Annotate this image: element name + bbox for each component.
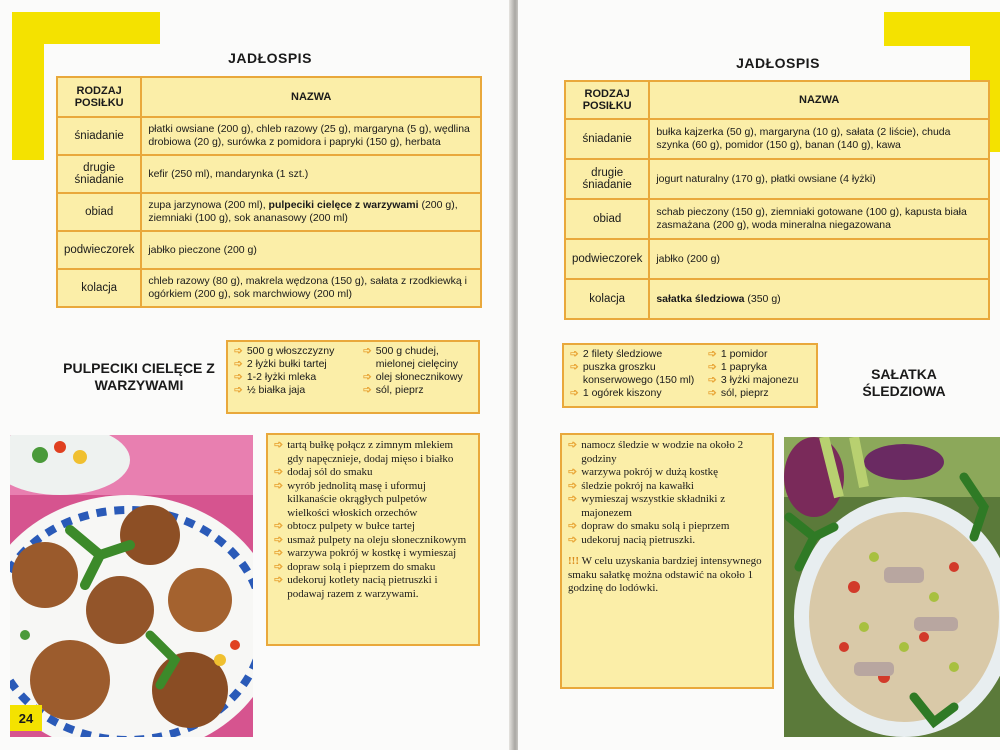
bullet-arrow-icon: ➩	[570, 348, 579, 360]
meal-type: kolacja	[565, 279, 649, 319]
meal-type: kolacja	[57, 269, 141, 307]
step-item-text: namocz śledzie w wodzie na około 2 godziny	[581, 439, 744, 465]
bullet-arrow-icon: ➩	[708, 374, 717, 386]
header-meal-type: RODZAJ POSIŁKU	[57, 77, 141, 117]
page-number: 24	[10, 705, 42, 731]
ingredients-box	[562, 343, 818, 408]
recipe-title: SAŁATKA ŚLEDZIOWA	[862, 366, 946, 399]
bullet-arrow-icon: ➩	[362, 371, 372, 383]
recipe-title: PULPECIKI CIELĘCE Z WARZYWAMI	[63, 360, 215, 393]
ingredient-item	[234, 358, 353, 371]
ingredient-item-text: 1 pomidor	[720, 348, 768, 360]
step-item	[274, 480, 472, 521]
step-item-text: dopraw do smaku solą i pieprzem	[581, 520, 730, 532]
meal-desc: schab pieczony (150 g), ziemniaki gotowane (100 g), kapusta biała zasmażana (200 g), woda mineralna niegazowana	[649, 199, 989, 239]
bullet-arrow-icon: ➩	[708, 348, 717, 360]
desc-part: (350 g)	[744, 292, 781, 305]
ingredient-item	[570, 387, 698, 400]
recipe-note	[568, 555, 766, 596]
step-item	[568, 466, 766, 480]
meal-desc: jabłko (200 g)	[649, 239, 989, 279]
bullet-arrow-icon: ➩	[274, 439, 284, 451]
bullet-arrow-icon: ➩	[570, 387, 579, 399]
ingredient-item	[234, 345, 353, 358]
step-item	[274, 561, 472, 575]
ingredient-item-text: 2 łyżki bułki tartej	[246, 358, 327, 370]
ingredient-item-text: 500 g chudej, mielonej cielęciny	[375, 345, 459, 370]
meal-desc: płatki owsiane (200 g), chleb razowy (25 g), margaryna (5 g), wędlina drobiowa (20 g), surówka z pomidora i papryki (150 g), herbata	[141, 117, 481, 155]
step-item-text: obtocz pulpety w bułce tartej	[287, 520, 415, 532]
step-item-text: warzywa pokrój w kostkę i wymieszaj	[287, 547, 457, 559]
note-mark: !!!	[568, 555, 579, 567]
header-meal-type: RODZAJ POSIŁKU	[565, 81, 649, 119]
meal-desc: jabłko pieczone (200 g)	[141, 231, 481, 269]
step-item	[274, 520, 472, 534]
ingredient-item-text: 1-2 łyżki mleka	[246, 371, 317, 383]
bullet-arrow-icon: ➩	[570, 361, 579, 373]
ingredient-item	[708, 348, 808, 361]
step-item	[568, 439, 766, 466]
ingredient-item	[234, 384, 353, 397]
ingredients-col-b	[363, 345, 472, 409]
meal-type: drugie śniadanie	[57, 155, 141, 193]
bullet-arrow-icon: ➩	[274, 479, 284, 492]
corner-accent-vertical	[12, 12, 44, 160]
step-item	[568, 480, 766, 494]
step-item-text: warzywa pokrój w dużą kostkę	[581, 466, 719, 478]
meal-type: obiad	[565, 199, 649, 239]
header-name: NAZWA	[141, 77, 481, 117]
desc-dish-highlight: pulpeciki cielęce z warzywami	[268, 199, 419, 211]
step-item-text: śledzie pokrój na kawałki	[581, 479, 694, 492]
bullet-arrow-icon: ➩	[708, 361, 717, 373]
meal-desc: chleb razowy (80 g), makrela wędzona (150 g), sałata z rzodkiewką i ogórkiem (200 g), sok marchwiowy (200 ml)	[141, 269, 481, 307]
bullet-arrow-icon: ➩	[362, 384, 372, 396]
meal-type: śniadanie	[57, 117, 141, 155]
recipe-steps-box	[560, 433, 774, 689]
bullet-arrow-icon: ➩	[234, 384, 243, 396]
bullet-arrow-icon: ➩	[274, 466, 284, 478]
meal-desc: kefir (250 ml), mandarynka (1 szt.)	[141, 155, 481, 193]
meal-type: obiad	[57, 193, 141, 231]
recipe-steps	[568, 439, 766, 547]
step-item	[274, 547, 472, 561]
ingredient-item-text: puszka groszku konserwowego (150 ml)	[582, 361, 695, 386]
ingredient-item	[708, 387, 808, 400]
recipe-steps-box	[266, 433, 480, 646]
bullet-arrow-icon: ➩	[274, 560, 284, 573]
ingredient-item	[708, 374, 808, 387]
ingredients-box	[226, 340, 480, 414]
ingredient-item-text: olej słonecznikowy	[375, 371, 463, 383]
page-title: JADŁOSPIS	[228, 50, 312, 66]
bullet-arrow-icon: ➩	[362, 345, 372, 357]
bullet-arrow-icon: ➩	[568, 520, 578, 532]
ingredient-item	[363, 371, 472, 384]
bullet-arrow-icon: ➩	[708, 387, 717, 399]
ingredient-item	[363, 345, 472, 371]
bullet-arrow-icon: ➩	[568, 466, 578, 478]
ingredient-item	[708, 361, 808, 374]
step-item	[568, 520, 766, 534]
ingredient-item	[363, 384, 472, 397]
step-item	[274, 574, 472, 601]
bullet-arrow-icon: ➩	[568, 493, 578, 505]
page-title: JADŁOSPIS	[736, 55, 820, 71]
bullet-arrow-icon: ➩	[568, 533, 578, 546]
meal-desc: bułka kajzerka (50 g), margaryna (10 g), sałata (2 liście), chuda szynka (60 g), pomidor (150 g), banan (140 g), kawa	[649, 119, 989, 159]
step-item-text: wyrób jednolitą masę i uformuj kilkanaście okrągłych pulpetów wielkości włoskich orzechów	[287, 479, 428, 519]
ingredients-col-b	[708, 348, 808, 403]
ingredients-col-a	[570, 348, 698, 403]
meal-desc: jogurt naturalny (170 g), płatki owsiane (4 łyżki)	[649, 159, 989, 199]
header-name: NAZWA	[649, 81, 989, 119]
desc-part: (200 g), ziemniaki (100 g), sok ananasowy (200 ml)	[148, 199, 458, 224]
step-item	[568, 493, 766, 520]
step-item	[274, 466, 472, 480]
bullet-arrow-icon: ➩	[234, 358, 243, 370]
meal-type: podwieczorek	[565, 239, 649, 279]
menu-table	[564, 80, 990, 320]
bullet-arrow-icon: ➩	[568, 479, 578, 492]
menu-table	[56, 76, 482, 308]
recipe-steps	[274, 439, 472, 601]
ingredient-item	[234, 371, 353, 384]
step-item-text: udekoruj nacią pietruszki.	[581, 533, 696, 546]
ingredient-item-text: 1 ogórek kiszony	[582, 387, 662, 399]
bullet-arrow-icon: ➩	[568, 439, 578, 451]
ingredient-item-text: sól, pieprz	[375, 384, 424, 396]
step-item	[568, 534, 766, 548]
ingredient-item	[570, 361, 698, 387]
ingredient-item-text: 2 filety śledziowe	[582, 348, 663, 360]
meal-type: podwieczorek	[57, 231, 141, 269]
meal-desc	[649, 279, 989, 319]
step-item	[274, 534, 472, 548]
step-item-text: dopraw solą i pieprzem do smaku	[287, 560, 436, 573]
step-item-text: dodaj sól do smaku	[287, 466, 373, 478]
bullet-arrow-icon: ➩	[274, 520, 284, 532]
desc-part: zupa jarzynowa (200 ml),	[148, 199, 269, 211]
step-item	[274, 439, 472, 466]
meal-desc	[141, 193, 481, 231]
meal-type: drugie śniadanie	[565, 159, 649, 199]
bullet-arrow-icon: ➩	[274, 547, 284, 559]
note-text: W celu uzyskania bardziej intensywnego smaku sałatkę można odstawić na około 1 godzinę do lodówki.	[568, 555, 762, 594]
ingredients-col-a	[234, 345, 353, 409]
bullet-arrow-icon: ➩	[274, 574, 284, 586]
dish-photo-herring-salad	[784, 437, 1000, 737]
right-page	[518, 0, 1000, 750]
step-item-text: udekoruj kotlety nacią pietruszki i podawaj razem z warzywami.	[287, 574, 438, 600]
ingredient-item-text: 3 łyżki majonezu	[720, 374, 799, 386]
bullet-arrow-icon: ➩	[274, 533, 284, 546]
step-item-text: wymieszaj wszystkie składniki z majonezem	[581, 493, 726, 519]
step-item-text: usmaż pulpety na oleju słonecznikowym	[287, 533, 467, 546]
step-item-text: tartą bułkę połącz z zimnym mlekiem gdy napęcznieje, dodaj mięso i białko	[287, 439, 454, 465]
bullet-arrow-icon: ➩	[234, 345, 243, 357]
ingredient-item-text: ½ białka jaja	[246, 384, 306, 396]
ingredient-item-text: sól, pieprz	[720, 387, 769, 399]
meal-type: śniadanie	[565, 119, 649, 159]
desc-dish-highlight: sałatka śledziowa	[656, 292, 745, 305]
ingredient-item	[570, 348, 698, 361]
ingredient-item-text: 1 papryka	[720, 361, 767, 373]
bullet-arrow-icon: ➩	[234, 371, 243, 383]
dish-photo-meatballs	[10, 435, 253, 737]
ingredient-item-text: 500 g włoszczyzny	[246, 345, 335, 357]
